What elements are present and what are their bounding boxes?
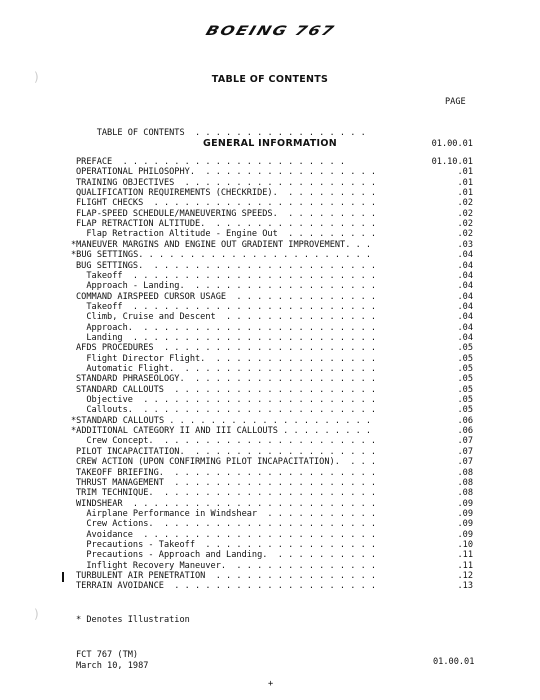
toc-entry-page: .13 [457,581,473,592]
toc-entry-page: .11 [457,560,473,571]
toc-entry-page: .12 [457,571,473,581]
toc-entry [76,188,473,198]
toc-entry-title: BUG SETTINGS. . . . . . . . . . . . . . . . . . . . . . . [76,260,377,271]
toc-entry-title: Takeoff . . . . . . . . . . . . . . . . . . . . . . . . [76,270,377,281]
toc-entry-title: Takeoff . . . . . . . . . . . . . . . . . . . . . . . . [76,301,377,312]
toc-entry-title: Automatic Flight. . . . . . . . . . . . . . . . . . . . [76,364,377,374]
toc-entry-title: FLAP-SPEED SCHEDULE/MANEUVERING SPEEDS. . . . . . . . . . [76,208,377,219]
toc-entry [76,209,473,219]
toc-entry [76,571,473,581]
toc-entry-page: .04 [457,301,473,312]
page-column-label: PAGE [445,97,466,107]
toc-entry [71,250,473,261]
toc-entry [71,426,473,437]
toc-entry [76,540,473,550]
toc-entry-page: .01 [457,177,473,188]
toc-entry-title: Callouts. . . . . . . . . . . . . . . . . . . . . . . . [76,405,377,416]
toc-entry [76,385,473,395]
toc-entry-page: .08 [457,488,473,499]
toc-entry-page: .07 [457,446,473,457]
toc-entry [76,509,473,519]
toc-entry-page: .01 [457,188,473,199]
toc-entry [76,281,473,291]
toc-entry-title: TURBULENT AIR PENETRATION . . . . . . . . . . . . . . . . [76,571,377,581]
toc-entry-page: .05 [457,405,473,416]
toc-entry-title: STANDARD CALLOUTS . . . . . . . . . . . . . . . . . . . . [76,384,377,395]
toc-entry [76,292,473,302]
toc-entry-page: .01 [457,167,473,178]
toc-entry-page: .05 [457,343,473,354]
toc-entry-page: .06 [457,426,473,437]
toc-entry-title: *MANEUVER MARGINS AND ENGINE OUT GRADIENT IMPROVEMENT. . . [71,239,372,250]
toc-entry-title: *BUG SETTINGS. . . . . . . . . . . . . . . . . . . . . . . [71,250,372,261]
toc-entry-title: Crew Actions. . . . . . . . . . . . . . . . . . . . . . [76,519,377,530]
toc-entry-page: .04 [457,332,473,343]
toc-entry [76,374,473,384]
toc-entry-title: Approach - Landing. . . . . . . . . . . . . . . . . . . [76,281,377,292]
toc-entry-page: .04 [457,270,473,281]
boeing-767-logo: BOEING 767 [203,24,337,39]
toc-entry-title: QUALIFICATION REQUIREMENTS (CHECKRIDE). . . . . . . . . . [76,188,377,199]
toc-entry [76,271,473,281]
toc-entry-title: FLAP RETRACTION ALTITUDE. . . . . . . . . . . . . . . . . [76,219,377,230]
toc-entry-page: .07 [457,436,473,447]
toc-entry-page: .08 [457,467,473,478]
margin-mark-top: ) [34,70,39,84]
toc-entry-page: .04 [457,291,473,302]
toc-entry-title: TAKEOFF BRIEFING. . . . . . . . . . . . . . . . . . . . . [76,467,377,478]
toc-entry-page: .09 [457,519,473,530]
toc-entry-page: .10 [457,539,473,550]
toc-entry-page: .07 [457,457,473,468]
toc-entry [76,499,473,509]
toc-entry [76,447,473,457]
toc-entry-title: *ADDITIONAL CATEGORY II AND III CALLOUTS . . . . . . . . . [71,426,372,437]
toc-entry-title: Flap Retraction Altitude - Engine Out . . . . . . . . . [76,229,377,240]
toc-entry-title: COMMAND AIRSPEED CURSOR USAGE . . . . . . . . . . . . . . [76,291,377,302]
toc-entry-title: TRIM TECHNIQUE. . . . . . . . . . . . . . . . . . . . . . [76,488,377,499]
toc-entry-title: Crew Concept. . . . . . . . . . . . . . . . . . . . . . [76,436,377,447]
toc-entry [76,219,473,229]
toc-entry [76,561,473,571]
toc-entry [76,229,473,239]
toc-top-entry-page: 01.00.01 [431,138,473,149]
toc-entry-title: PILOT INCAPACITATION. . . . . . . . . . . . . . . . . . . [76,446,377,457]
toc-entry-title: Airplane Performance in Windshear . . . . . . . . . . . [76,508,377,519]
toc-entry [76,312,473,322]
toc-entry-title: AFDS PROCEDURES . . . . . . . . . . . . . . . . . . . . . [76,343,377,354]
toc-entry [76,364,473,374]
change-bar [62,572,64,582]
toc-entry [76,519,473,529]
toc-entry [76,550,473,560]
toc-entry-page: .09 [457,529,473,540]
footer-doc-id: FCT 767 (TM) [76,650,139,660]
toc-entry-page: 01.10.01 [431,157,473,167]
toc-entry-page: .09 [457,508,473,519]
footer-page-number: 01.00.01 [433,657,475,667]
toc-entry [76,261,473,271]
toc-entry [76,395,473,405]
toc-entry-title: Avoidance . . . . . . . . . . . . . . . . . . . . . . . [76,529,377,540]
toc-entry [76,354,473,364]
toc-entry-page: .05 [457,384,473,395]
toc-entry [76,436,473,446]
toc-entry-page: .03 [457,239,473,250]
toc-entry [76,488,473,498]
toc-entry [76,343,473,353]
toc-entry-title: Precautions - Takeoff . . . . . . . . . . . . . . . . . [76,539,377,550]
toc-entry-title: Objective . . . . . . . . . . . . . . . . . . . . . . . [76,395,377,406]
toc-entry-page: .09 [457,498,473,509]
toc-entry-page: .06 [457,415,473,426]
toc-entry-title: Approach. . . . . . . . . . . . . . . . . . . . . . . . [76,322,377,333]
toc-entry-title: FLIGHT CHECKS . . . . . . . . . . . . . . . . . . . . . . [76,198,377,209]
toc-entry-page: .04 [457,322,473,333]
toc-entry [76,530,473,540]
toc-entry-title: TERRAIN AVOIDANCE . . . . . . . . . . . . . . . . . . . . [76,581,377,592]
toc-entry-title: OPERATIONAL PHILOSOPHY. . . . . . . . . . . . . . . . . . [76,167,377,178]
toc-entry-page: .04 [457,260,473,271]
margin-mark-bottom: ) [34,607,39,621]
toc-list [71,157,473,592]
toc-entry [76,333,473,343]
toc-entry [76,302,473,312]
footer-date: March 10, 1987 [76,661,149,671]
footer-center-mark: + [268,679,274,689]
toc-top-entry-title: TABLE OF CONTENTS . . . . . . . . . . . . . . . . . [96,128,366,139]
toc-entry [76,178,473,188]
toc-entry-page: .04 [457,250,473,261]
toc-entry-title: Climb, Cruise and Descent . . . . . . . . . . . . . . . [76,312,377,323]
toc-entry-page: .04 [457,281,473,292]
toc-entry [76,323,473,333]
section-title: GENERAL INFORMATION [203,138,337,149]
toc-entry-page: .02 [457,198,473,209]
illustration-note: * Denotes Illustration [76,615,190,625]
toc-entry-title: Precautions - Approach and Landing. . . . . . . . . . . [76,550,377,561]
toc-entry-title: *STANDARD CALLOUTS . . . . . . . . . . . . . . . . . . . . [71,415,372,426]
toc-entry [76,581,473,591]
toc-entry [76,478,473,488]
toc-entry [71,415,473,426]
toc-entry-page: .02 [457,208,473,219]
toc-entry [76,468,473,478]
toc-entry-page: .05 [457,353,473,364]
toc-entry-page: .05 [457,374,473,385]
toc-entry [76,457,473,467]
toc-entry-title: Inflight Recovery Maneuver. . . . . . . . . . . . . . . [76,560,377,571]
toc-entry-title: WINDSHEAR . . . . . . . . . . . . . . . . . . . . . . . . [76,498,377,509]
toc-entry-page: .02 [457,229,473,240]
toc-entry [76,167,473,177]
toc-entry-title: STANDARD PHRASEOLOGY. . . . . . . . . . . . . . . . . . . [76,374,377,385]
toc-entry-page: .05 [457,364,473,374]
toc-entry-page: .11 [457,550,473,561]
toc-entry [76,198,473,208]
toc-entry-title: Landing . . . . . . . . . . . . . . . . . . . . . . . . [76,332,377,343]
toc-entry-page: .02 [457,219,473,230]
toc-entry-title: Flight Director Flight. . . . . . . . . . . . . . . . . [76,353,377,364]
toc-entry [71,239,473,250]
toc-entry-page: .05 [457,395,473,406]
toc-entry-title: CREW ACTION (UPON CONFIRMING PILOT INCAPACITATION). . . . [76,457,377,468]
toc-entry-title: PREFACE . . . . . . . . . . . . . . . . . . . . . . [76,157,346,167]
toc-entry-title: TRAINING OBJECTIVES . . . . . . . . . . . . . . . . . . . [76,177,377,188]
toc-entry-page: .04 [457,312,473,323]
toc-title: TABLE OF CONTENTS [211,74,329,85]
toc-entry [76,405,473,415]
toc-entry-title: THRUST MANAGEMENT . . . . . . . . . . . . . . . . . . . . [76,477,377,488]
toc-entry [76,157,473,167]
toc-entry-page: .08 [457,477,473,488]
